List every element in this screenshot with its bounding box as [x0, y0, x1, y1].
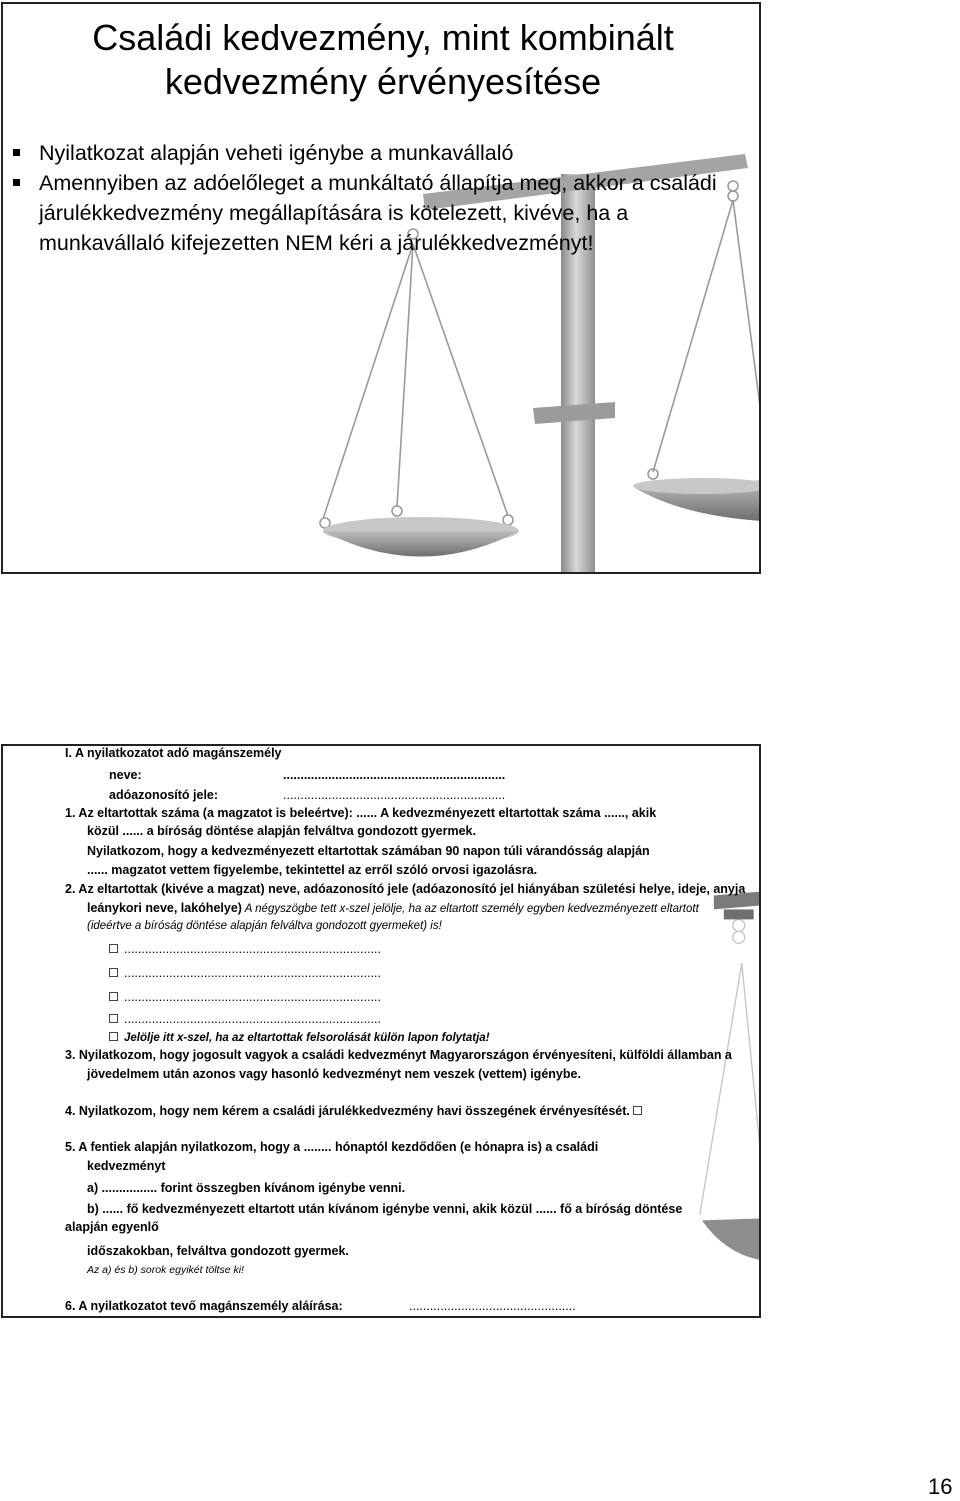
- section-1-line-d: ...... magzatot vettem figyelembe, tekintettel az erről szóló orvosi igazolásra.: [87, 863, 538, 877]
- bullet-text: Amennyiben az adóelőleget a munkáltató állapítja meg, akkor a családi járulékkedvezmény megállapítására is kötelezett, kivéve, ha a munkavállaló kifejezetten NEM kéri a járulékkedvezményt!: [39, 171, 717, 255]
- bullet-item: [13, 168, 753, 258]
- section-2-line-c: (ideértve a bíróság döntése alapján felváltva gondozott gyermeket) is!: [87, 920, 442, 932]
- checkbox-icon[interactable]: [109, 992, 118, 1001]
- section-6-signature-label: 6. A nyilatkozatot tevő magánszemély aláírása:: [65, 1299, 343, 1313]
- section-2-line-b-italic: A négyszögbe tett x-szel jelölje, ha az eltartott személy egyben kedvezményezett eltartott: [241, 903, 699, 915]
- dependent-dots: ..........................................................................: [124, 966, 381, 980]
- section-5-option-a: a) ................ forint összegben kívánom igénybe venni.: [87, 1181, 406, 1195]
- section-4-text: 4. Nyilatkozom, hogy nem kérem a családi járulékkedvezmény havi összegének érvényesítését.: [65, 1104, 630, 1118]
- bullet-text: Nyilatkozat alapján veheti igénybe a munkavállaló: [39, 141, 514, 165]
- checkbox-icon[interactable]: [109, 968, 118, 977]
- tax-id-label: adóazonosító jele:: [109, 788, 219, 802]
- section-2-line-b-bold: leánykori neve, lakóhelye): [87, 901, 242, 915]
- section-1-line-b: közül ...... a bíróság döntése alapján felváltva gondozott gyermek.: [87, 824, 476, 838]
- continuation-note: Jelölje itt x-szel, ha az eltartottak felsorolását külön lapon folytatja!: [124, 1032, 490, 1044]
- section-2-line-a: 2. Az eltartottak (kivéve a magzat) neve, adóazonosító jele (adóazonosító jel hiányában születési helye, ideje, anyja: [65, 882, 746, 896]
- continuation-row[interactable]: [109, 1028, 490, 1047]
- slide-2: [1, 744, 761, 1318]
- section-3-line-a: 3. Nyilatkozom, hogy jogosult vagyok a családi kedvezményt Magyarországon érvényesíteni, külföldi államban a: [65, 1048, 732, 1062]
- section-5-line-a: 5. A fentiek alapján nyilatkozom, hogy a ........ hónaptól kezdődően (e hónapra is) a családi: [65, 1140, 599, 1154]
- title-line-2: kedvezmény érvényesítése: [164, 61, 602, 102]
- section-5-note: Az a) és b) sorok egyikét töltse ki!: [87, 1264, 244, 1276]
- dependent-row[interactable]: [109, 940, 381, 958]
- checkbox-icon[interactable]: [109, 944, 118, 953]
- section-3-line-b: jövedelmem után azonos vagy hasonló kedvezményt nem veszek (vettem) igénybe.: [87, 1067, 581, 1081]
- name-label: neve:: [109, 768, 142, 782]
- square-bullet-icon: [13, 149, 20, 156]
- section-4: [65, 1102, 648, 1120]
- signature-field-dots[interactable]: ................................................: [409, 1299, 576, 1313]
- checkbox-icon[interactable]: [109, 1032, 118, 1041]
- section-5-line-e: alapján egyenlő: [65, 1220, 159, 1234]
- dependent-dots: ..........................................................................: [124, 990, 381, 1004]
- section-5-line-b: kedvezményt: [87, 1159, 166, 1173]
- dependent-row[interactable]: [109, 964, 381, 982]
- checkbox-icon[interactable]: [633, 1106, 642, 1115]
- dependent-dots: ..........................................................................: [124, 1012, 381, 1026]
- section-5-line-f: időszakokban, felváltva gondozott gyermek.: [87, 1244, 349, 1258]
- tax-id-field-dots[interactable]: ................................................................: [283, 788, 506, 802]
- dependent-dots: ..........................................................................: [124, 942, 381, 956]
- page-number: 16: [928, 1474, 953, 1499]
- slide-1: [1, 2, 761, 574]
- bullet-item: [13, 138, 753, 168]
- checkbox-icon[interactable]: [109, 1014, 118, 1023]
- slide-title: [3, 16, 761, 104]
- title-line-1: Családi kedvezmény, mint kombinált: [92, 17, 674, 58]
- section-1-heading: I. A nyilatkozatot adó magánszemély: [65, 746, 282, 760]
- section-5-option-b: b) ...... fő kedvezményezett eltartott után kívánom igénybe venni, akik közül ...... fő a bíróság döntése: [87, 1202, 683, 1216]
- dependent-row[interactable]: [109, 988, 381, 1006]
- name-field-dots[interactable]: ................................................................: [283, 768, 506, 782]
- section-1-line-c: Nyilatkozom, hogy a kedvezményezett eltartottak számában 90 napon túli várandósság alapján: [87, 844, 650, 858]
- bullet-list: [13, 138, 753, 258]
- square-bullet-icon: [13, 179, 20, 186]
- section-1-line-a: 1. Az eltartottak száma (a magzatot is beleértve): ...... A kedvezményezett eltartottak száma ......, akik: [65, 806, 657, 820]
- dependent-row[interactable]: [109, 1010, 381, 1028]
